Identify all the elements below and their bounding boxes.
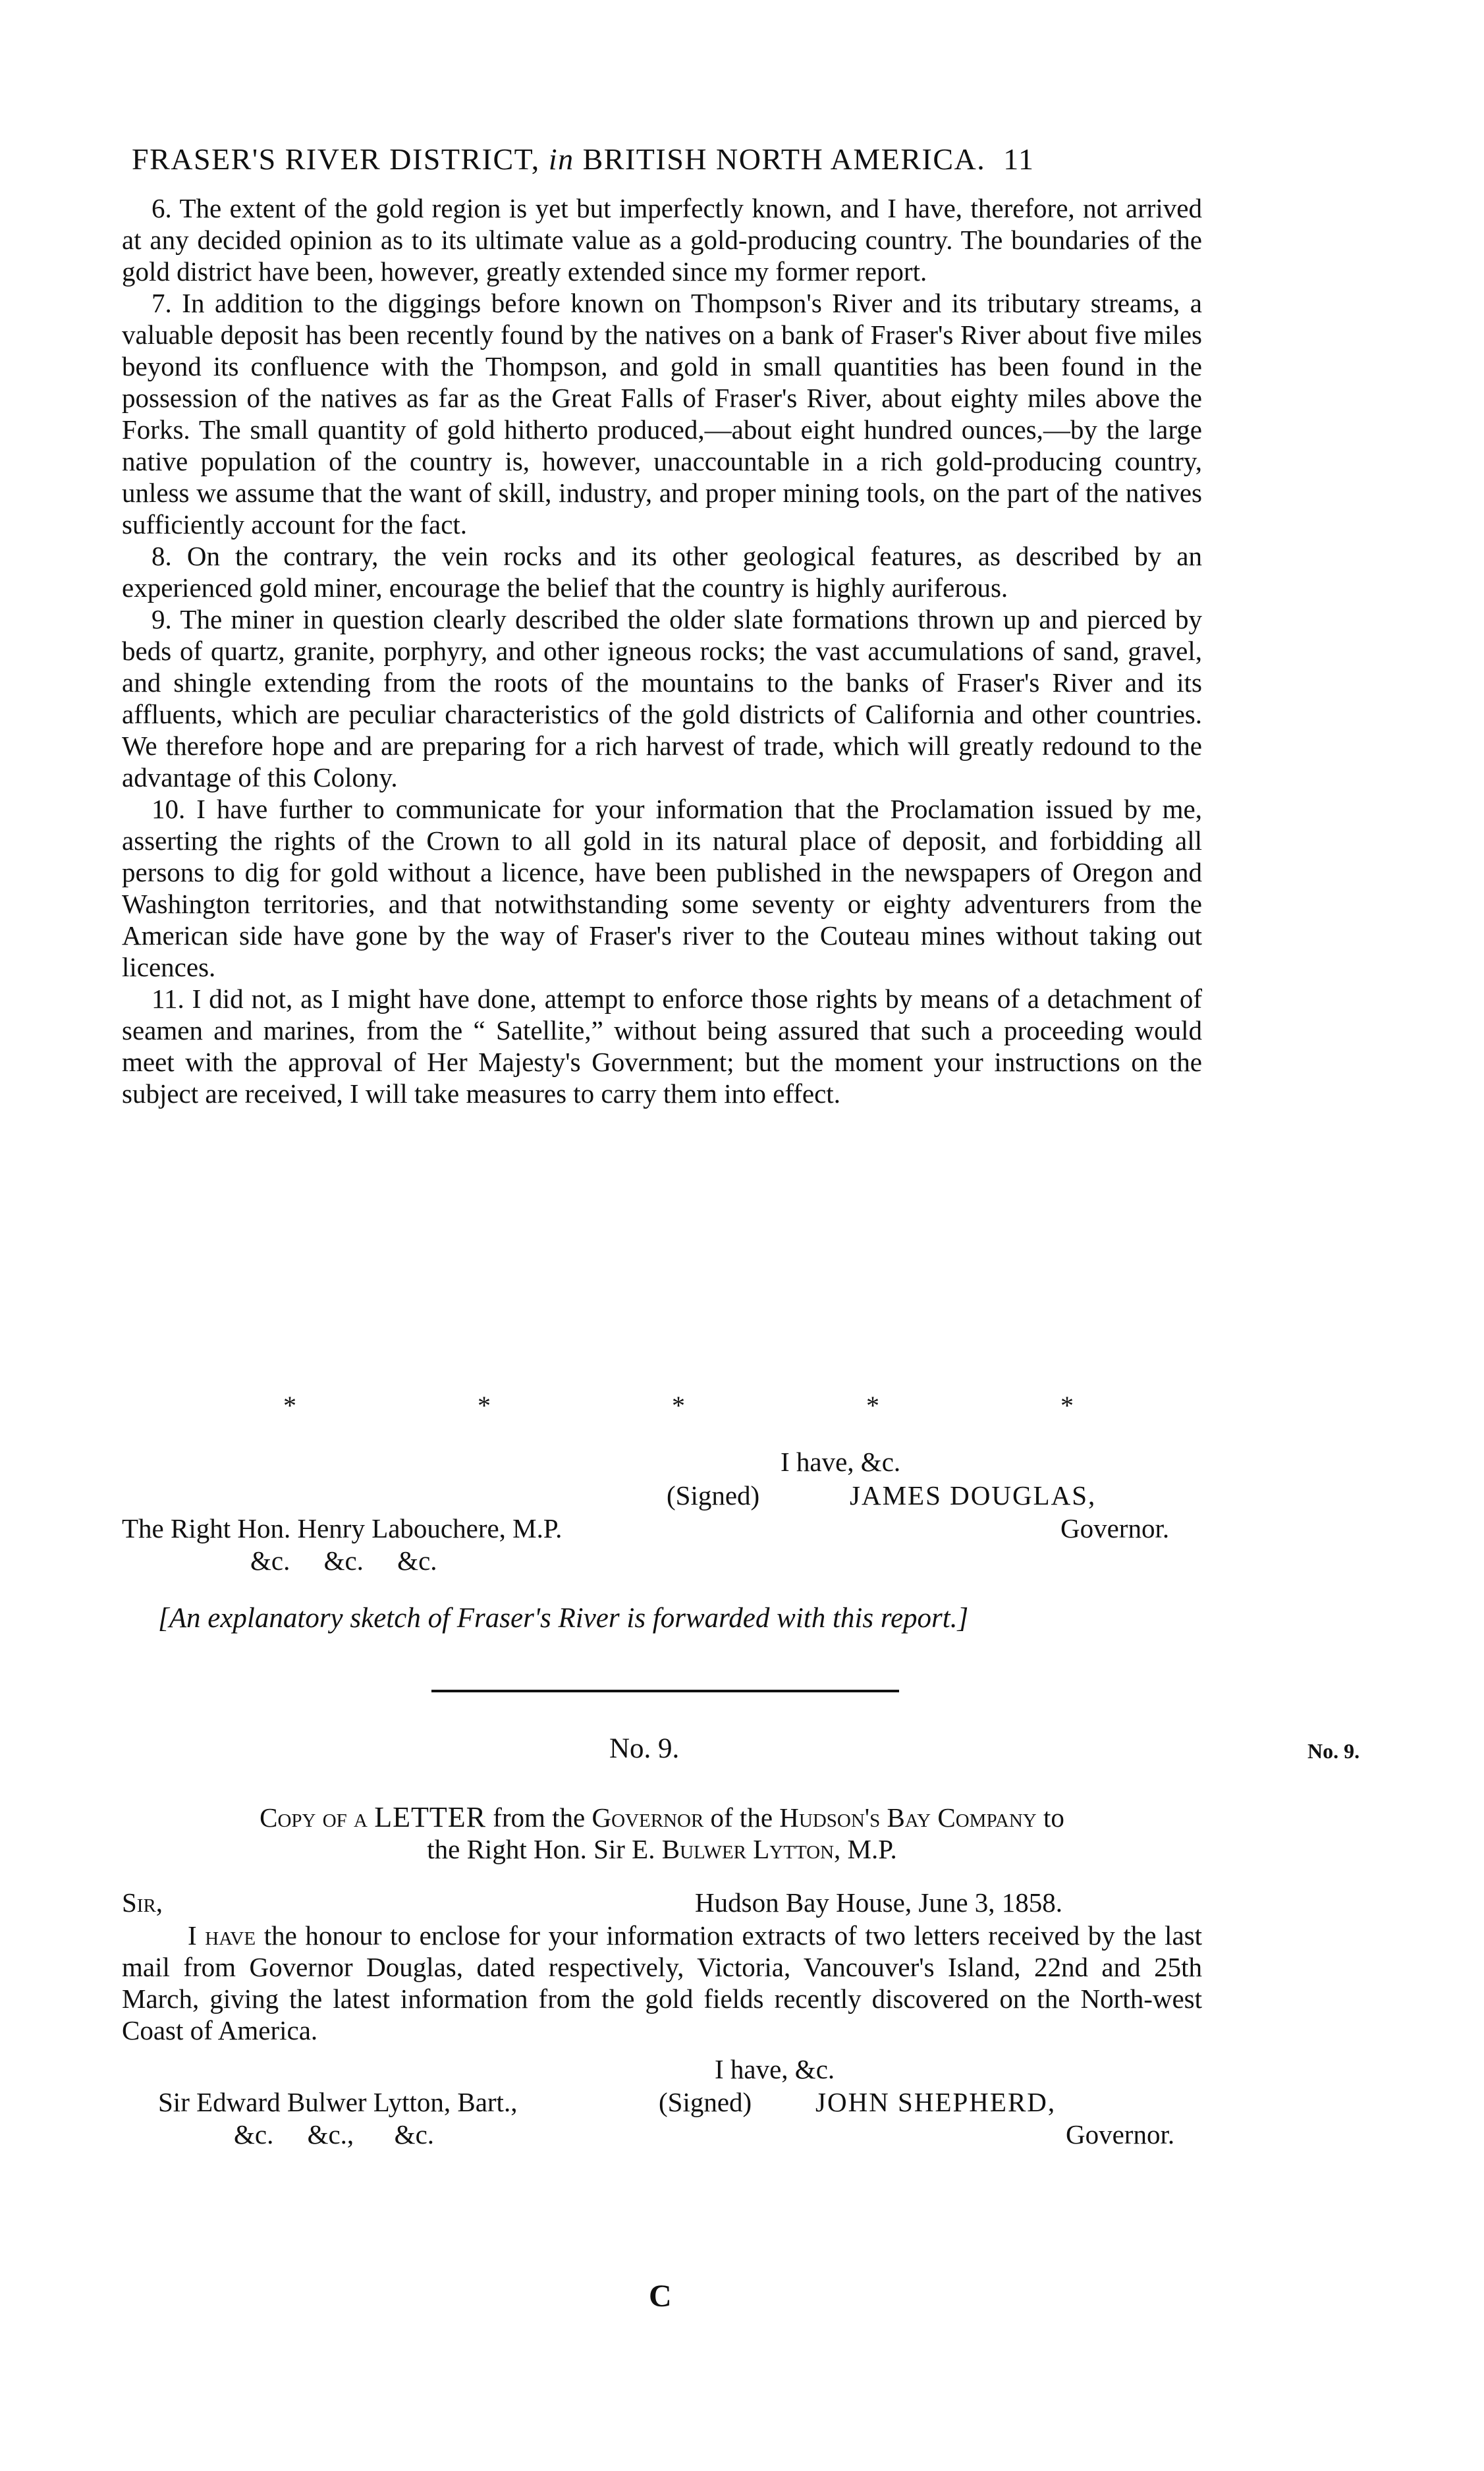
- star: *: [866, 1391, 879, 1420]
- running-header: [132, 142, 1205, 177]
- letter-title-governor: Governor.: [1066, 2119, 1175, 2150]
- explanatory-note: [An explanatory sketch of Fraser's River is forwarded with this report.]: [158, 1603, 969, 1634]
- closing-signed: (Signed): [667, 1480, 760, 1511]
- section-divider: [431, 1690, 899, 1692]
- header-title-in: in: [548, 142, 574, 176]
- letter-salutation: Sir,: [122, 1887, 163, 1918]
- letter-addressee: Sir Edward Bulwer Lytton, Bart.,: [158, 2087, 518, 2117]
- star: *: [283, 1391, 296, 1420]
- letter-place-date: Hudson Bay House, June 3, 1858.: [695, 1887, 1063, 1918]
- ellipsis-stars: [283, 1390, 1074, 1421]
- letter-body-lead: I have: [188, 1920, 256, 1951]
- closing-etc: &c. &c. &c.: [250, 1545, 437, 1576]
- letter-body-paragraphs: [122, 192, 1202, 1109]
- paragraph-7: 7. In addition to the diggings before known on Thompson's River and its tributary streams, a valuable deposit has been recently found by the natives on a bank of Fraser's River about five miles beyond its confluence with the Thompson, and gold in small quantities has been found in the possession of the natives as far as the Great Falls of Fraser's River, about eighty miles above the Forks. The small quantity of gold hitherto produced,—about eight hundred ounces,—by the large native population of the country is, however, unaccountable in a rich gold-producing country, unless we assume that the want of skill, industry, and proper mining tools, on the part of the natives sufficiently account for the fact.: [122, 288, 1202, 540]
- paragraph-9: 9. The miner in question clearly described the older slate formations thrown up and pierced by beds of quartz, granite, porphyry, and other igneous rocks; the vast accumulations of sand, gravel, and shingle extending from the roots of the mountains to the banks of Fraser's River and its affluents, which are peculiar characteristics of the gold districts of California and other countries. We therefore hope and are preparing for a rich harvest of trade, which will greatly redound to the advantage of this Colony.: [122, 604, 1202, 792]
- paragraph-6: 6. The extent of the gold region is yet but imperfectly known, and I have, therefore, not arrived at any decided opinion as to its ultimate value as a gold-producing country. The boundaries of the gold district have been, however, greatly extended since my former report.: [122, 193, 1202, 287]
- letter-body-text: the honour to enclose for your information extracts of two letters received by the last mail from Governor Douglas, dated respectively, Victoria, Vancouver's Island, 22nd and 25th March, giving the latest information from the gold fields recently discovered on the North-west Coast of America.: [122, 1920, 1202, 2045]
- margin-letter-number: No. 9.: [1307, 1739, 1360, 1763]
- letter-title-line2: the Right Hon. Sir E. Bulwer Lytton, M.P.: [427, 1834, 897, 1864]
- header-title-part2: BRITISH NORTH AMERICA.: [582, 142, 986, 176]
- letter-signed: (Signed): [659, 2087, 752, 2117]
- letter-number: No. 9.: [609, 1733, 680, 1764]
- star: *: [478, 1391, 491, 1420]
- closing-i-have: I have, &c.: [781, 1447, 901, 1477]
- paragraph-11: 11. I did not, as I might have done, attempt to enforce those rights by means of a detachment of seamen and marines, from the “ Satellite,” without being assured that such a proceeding would meet with the approval of Her Majesty's Government; but the moment your instructions on the subject are received, I will take measures to carry them into effect.: [122, 984, 1202, 1109]
- letter-title: [122, 1802, 1202, 1865]
- closing-addressee: The Right Hon. Henry Labouchere, M.P.: [122, 1513, 563, 1543]
- paragraph-10: 10. I have further to communicate for your information that the Proclamation issued by me, asserting the rights of the Crown to all gold in its natural place of deposit, and forbidding all persons to dig for gold without a licence, have been published in the newspapers of Oregon and Washington territories, and that notwithstanding some seventy or eighty adventurers from the American side have gone by the way of Fraser's river to the Couteau mines without taking out licences.: [122, 794, 1202, 982]
- closing-title: Governor.: [1060, 1513, 1170, 1543]
- star: *: [672, 1391, 685, 1420]
- letter-i-have: I have, &c.: [715, 2054, 835, 2084]
- star: *: [1060, 1391, 1074, 1420]
- letter-9-body: [122, 1920, 1202, 2046]
- header-title-part1: FRASER'S RIVER DISTRICT,: [132, 142, 540, 176]
- closing-signatory-name: JAMES DOUGLAS,: [850, 1480, 1097, 1511]
- page-number: 11: [1003, 142, 1035, 176]
- signature-mark: C: [649, 2279, 672, 2314]
- paragraph-8: 8. On the contrary, the vein rocks and its other geological features, as described by an experienced gold miner, encourage the belief that the country is highly auriferous.: [122, 541, 1202, 603]
- letter-title-line1: Copy of a LETTER from the Governor of the Hudson's Bay Company to: [260, 1801, 1064, 1833]
- letter-signatory-name: JOHN SHEPHERD,: [815, 2087, 1057, 2117]
- letter-etc: &c. &c., &c.: [234, 2119, 435, 2150]
